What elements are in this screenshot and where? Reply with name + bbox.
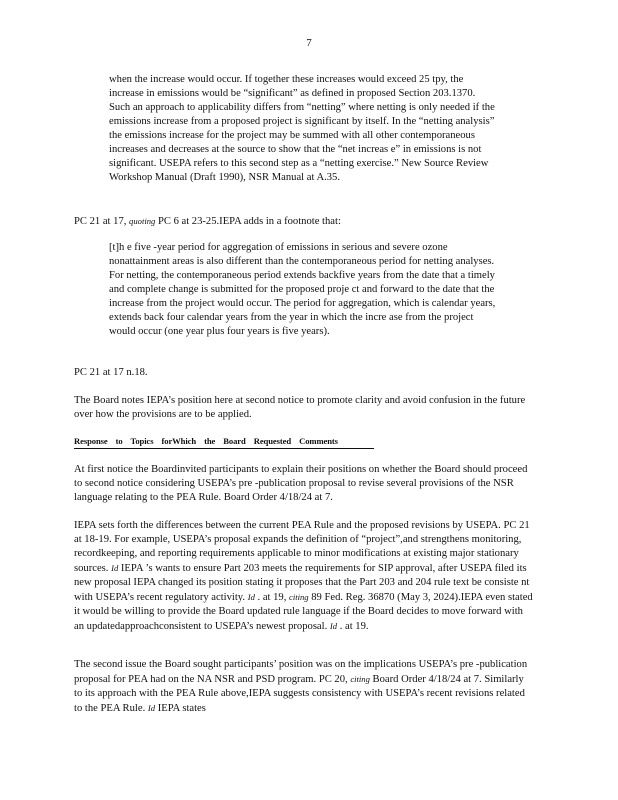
block-quote-netting: when the increase would occur. If together these increases would exceed 25 tpy, the increase in emissions would be “significant” as defined in proposed Section 203.1370. Such an approach to applicability differs from “netting” where netting is only needed if the emissions increase from a proposed project is significant by itself. In the “netting analysis” the emissions increase for the project may be summed with all other contemporaneous increases and decreases at the source to show that the “net increas e” in emissions is not significant. USEPA refers to this second step as a “netting exercise.” New Source Review Workshop Manual (Draft 1990), NSR Manual at A.35. — [109, 74, 495, 183]
paragraph-text: IEPA ’s wants to ensure Part 203 meets the requirements for SIP approval, after USEPA filed its new proposal IEPA changed its position stating it proposes that the Part 203 and 204 rule text be consiste nt with USEPA’s recent regulatory activity. — [74, 563, 533, 603]
paragraph-text: . at 19. — [337, 621, 369, 632]
id-signal: Id — [147, 703, 156, 713]
citation-text: PC 21 at 17, — [74, 216, 130, 227]
block-quote-footnote: [t]h e five -year period for aggregation of emissions in serious and severe ozone nonattainment areas is also different than the contemporaneous period for netting analyses. For netting, the contemporaneous period extends backfive years from the date that a timely and complete change is submitted for the proposed proje ct and forward to the date that the increase from the project would occur. The period for aggregation, which is calendar years, extends back four calendar years from the year in which the incre ase from the project would occur (one year plus four years is five years). — [109, 242, 496, 337]
paragraph-first-notice: At first notice the Boardinvited participants to explain their positions on whether the Board should proceed to second notice considering USEPA’s pre -publication proposal to revise several provisions of the NSR language relating to the PEA Rule. Board Order 4/18/24 at 7. — [74, 464, 528, 503]
paragraph-text: The second issue the Board sought participants’ position was on the implications USEPA’s pre -publication proposal for PEA had on the NA NSR and PSD program. PC 20, — [74, 659, 530, 685]
page-number: 7 — [306, 37, 312, 49]
citing-signal: citing — [289, 592, 309, 602]
citing-signal: citing — [350, 674, 370, 684]
id-signal: Id — [329, 621, 338, 631]
citation-pc21-quoting — [74, 214, 534, 229]
paragraph-second-issue — [74, 658, 534, 716]
id-signal: Id — [111, 563, 119, 573]
citation-signal: quoting — [129, 216, 156, 226]
paragraph-text: . at 19, — [254, 592, 290, 603]
paragraph-text: IEPA sets forth the differences between the current PEA Rule and the proposed revisions by USEPA. PC 21 at 18-19. For example, USEPA’s proposal expands the definition of “project”,and strengthens monitoring, recordkeeping, and reporting requirements applicable to minor modifications at existing major stationary sources. — [74, 520, 533, 574]
paragraph-iepa-differences — [74, 519, 534, 634]
citation-text-rest: PC 6 at 23-25.IEPA adds in a footnote that: — [155, 216, 341, 227]
citation-pc21-footnote: PC 21 at 17 n.18. — [74, 367, 148, 378]
paragraph-text: Board Order 4/18/24 at 7. Similarly to its approach with the PEA Rule above,IEPA suggests consistency with USEPA’s recent revisions related to the PEA Rule. — [74, 674, 528, 714]
id-signal: Id — [247, 592, 255, 602]
paragraph-text: 89 Fed. Reg. 36870 (May 3, 2024).IEPA even stated it would be willing to provide the Board updated rule language if the Board decides to move forward with an updatedapproachconsistent to USEPA’s newest proposal. — [74, 592, 536, 632]
paragraph-board-note: The Board notes IEPA’s position here at second notice to promote clarity and avoid confusion in the future over how the provisions are to be applied. — [74, 395, 526, 420]
section-heading: Response to Topics forWhich the Board Requested Comments — [74, 436, 374, 449]
paragraph-text: IEPA states — [155, 703, 206, 714]
